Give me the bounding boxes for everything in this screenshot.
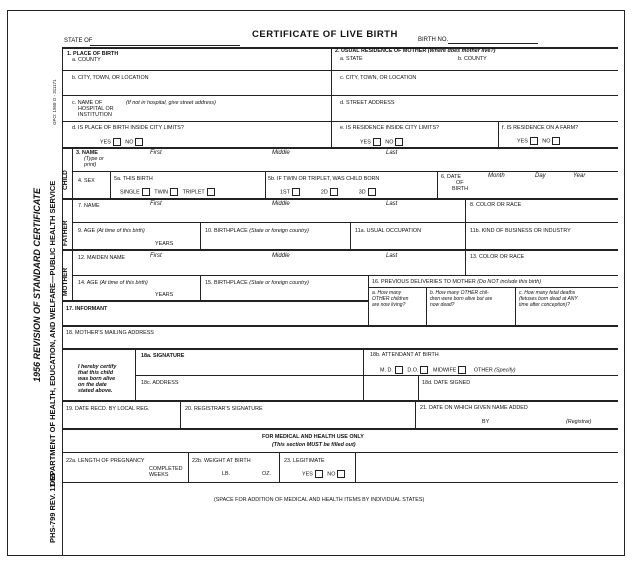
first-born-checkbox[interactable] — [292, 188, 300, 196]
f8-label: 8. COLOR OR RACE — [470, 202, 522, 208]
mother-section-label: MOTHER — [62, 267, 69, 296]
f18-label: 18. MOTHER'S MAILING ADDRESS — [66, 330, 154, 336]
f18d-label: 18d. DATE SIGNED — [422, 380, 471, 386]
department-label: DEPARTMENT OF HEALTH, EDUCATION, AND WELFARE—PUBLIC HEALTH SERVICE — [48, 180, 57, 486]
f11a-label: 11a. USUAL OCCUPATION — [355, 228, 421, 234]
f5a-label: 5a. THIS BIRTH — [114, 176, 153, 182]
form-number: PHS-799 REV. 11-55 — [48, 472, 57, 543]
f22b-label: 22b. WEIGHT AT BIRTH — [192, 458, 251, 464]
state-line — [90, 45, 240, 46]
birth-no-label: BIRTH NO. — [418, 37, 449, 43]
child-section-label: CHILD — [62, 170, 69, 190]
page-title: CERTIFICATE OF LIVE BIRTH — [252, 29, 398, 40]
f1d-label: d. IS PLACE OF BIRTH INSIDE CITY LIMITS? — [72, 125, 184, 131]
md-checkbox[interactable] — [395, 366, 403, 374]
f5b-label: 5b. IF TWIN OR TRIPLET, WAS CHILD BORN — [268, 176, 380, 182]
legitimate-no-checkbox[interactable] — [337, 470, 345, 478]
f15-label: 15. BIRTHPLACE — [205, 280, 248, 286]
revision-label: 1956 REVISION OF STANDARD CERTIFICATE — [32, 187, 42, 382]
f2-label: 2. USUAL RESIDENCE OF MOTHER — [335, 48, 427, 54]
f18a-label: 18a. SIGNATURE — [141, 353, 185, 359]
gpo-code: GPO: 1958 O - 311171 — [52, 79, 57, 125]
f2f-no-checkbox[interactable] — [552, 137, 560, 145]
f9-label: 9. AGE — [78, 228, 96, 234]
midwife-checkbox[interactable] — [458, 366, 466, 374]
twin-checkbox[interactable] — [170, 188, 178, 196]
state-of-label: STATE OF — [64, 38, 93, 44]
f2d-label: d. STREET ADDRESS — [340, 100, 395, 106]
f2f-yes-checkbox[interactable] — [530, 137, 538, 145]
third-born-checkbox[interactable] — [368, 188, 376, 196]
f14-label: 14. AGE — [78, 280, 99, 286]
medical-section-note: (This section MUST be filled out) — [272, 442, 356, 448]
single-checkbox[interactable] — [142, 188, 150, 196]
f1d-yes-checkbox[interactable] — [113, 138, 121, 146]
f1-label: 1. PLACE OF BIRTH — [67, 51, 119, 57]
f1d-no-checkbox[interactable] — [135, 138, 143, 146]
f3-label: 3. NAME — [76, 150, 98, 156]
f19-label: 19. DATE RECD. BY LOCAL REG. — [66, 406, 150, 412]
f2c-label: c. CITY, TOWN, OR LOCATION — [340, 75, 417, 81]
f2e-yes-checkbox[interactable] — [373, 138, 381, 146]
f7-label: 7. NAME — [78, 203, 100, 209]
f1b-label: b. CITY, TOWN, OR LOCATION — [72, 75, 149, 81]
f10-label: 10. BIRTHPLACE — [205, 228, 248, 234]
do-checkbox[interactable] — [420, 366, 428, 374]
f22a-label: 22a. LENGTH OF PREGNANCY — [66, 458, 145, 464]
second-born-checkbox[interactable] — [330, 188, 338, 196]
f2e-no-checkbox[interactable] — [395, 138, 403, 146]
footer-note: (SPACE FOR ADDITION OF MEDICAL AND HEALTH ITEMS BY INDIVIDUAL STATES) — [214, 497, 425, 503]
birth-no-line — [448, 43, 538, 44]
f18b-label: 18b. ATTENDANT AT BIRTH — [370, 352, 439, 358]
f11b-label: 11b. KIND OF BUSINESS OR INDUSTRY — [470, 228, 571, 234]
left-rule — [62, 47, 63, 556]
f12-label: 12. MAIDEN NAME — [78, 255, 126, 261]
triplet-checkbox[interactable] — [207, 188, 215, 196]
f2e-label: e. IS RESIDENCE INSIDE CITY LIMITS? — [340, 125, 440, 131]
legitimate-yes-checkbox[interactable] — [315, 470, 323, 478]
medical-section-title: FOR MEDICAL AND HEALTH USE ONLY — [262, 434, 364, 440]
f16-label: 16. PREVIOUS DELIVERIES TO MOTHER — [372, 279, 476, 285]
f21-label: 21. DATE ON WHICH GIVEN NAME ADDED — [420, 405, 528, 411]
f2f-label: f. IS RESIDENCE ON A FARM? — [502, 125, 579, 131]
f18c-label: 18c. ADDRESS — [141, 380, 179, 386]
f20-label: 20. REGISTRAR'S SIGNATURE — [185, 406, 263, 412]
f13-label: 13. COLOR OR RACE — [470, 254, 525, 260]
f17-label: 17. INFORMANT — [66, 306, 108, 312]
f4-label: 4. SEX — [78, 178, 95, 184]
f23-label: 23. LEGITIMATE — [284, 458, 325, 464]
father-section-label: FATHER — [62, 220, 69, 246]
